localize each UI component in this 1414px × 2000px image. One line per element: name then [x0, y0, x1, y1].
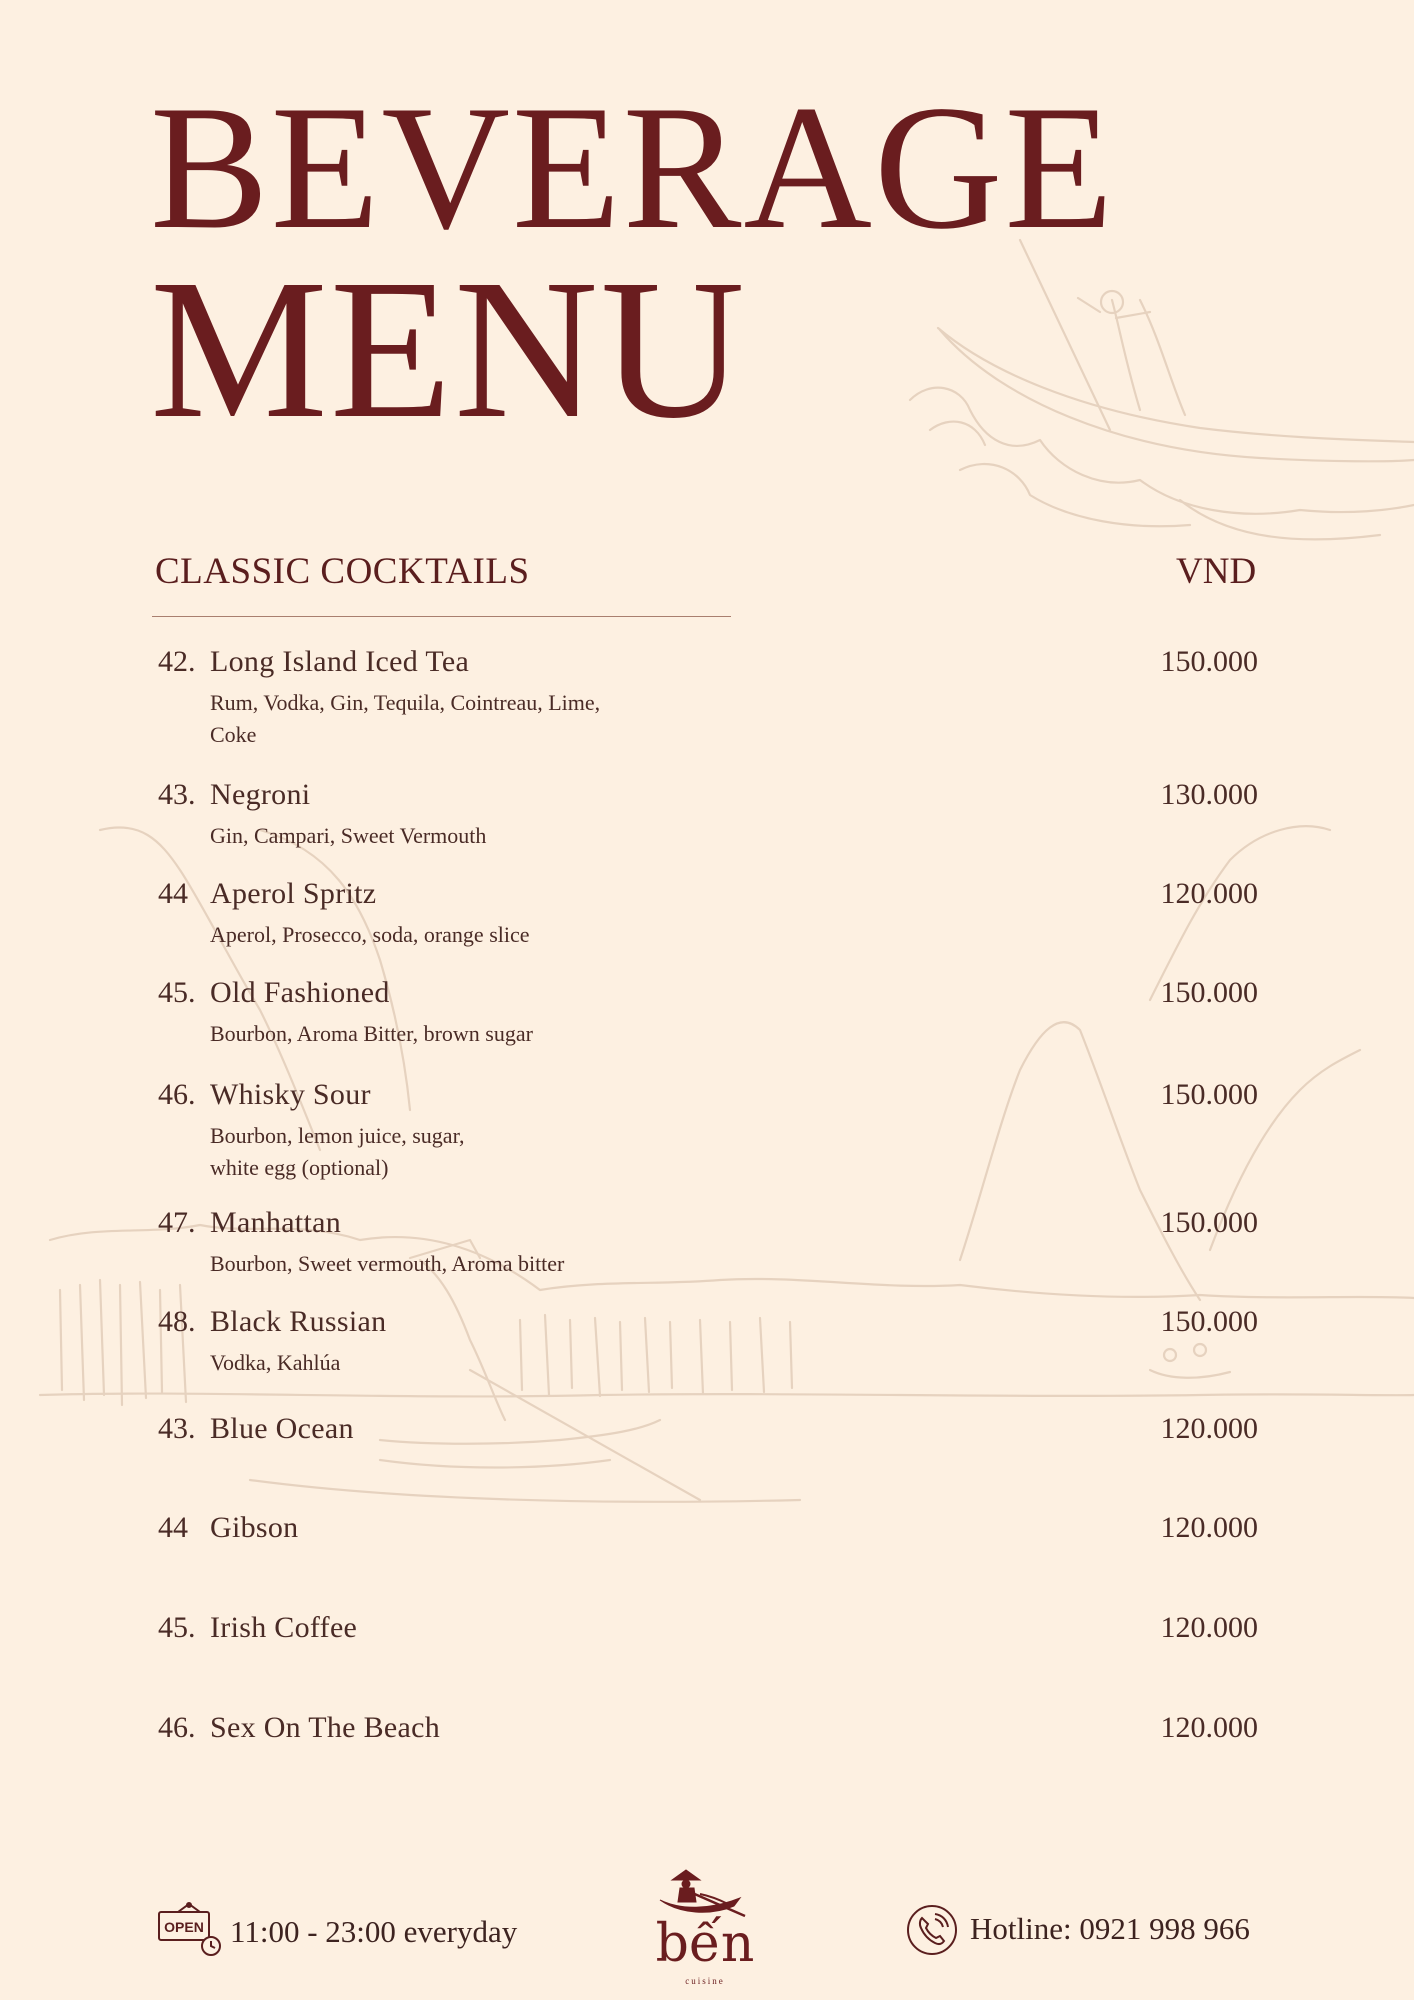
item-number: 44: [158, 877, 188, 910]
item-description-line: Vodka, Kahlúa: [210, 1350, 341, 1375]
currency-label: VND: [1176, 551, 1257, 592]
opening-hours: 11:00 - 23:00 everyday: [230, 1914, 518, 1949]
item-name: Aperol Spritz: [210, 877, 377, 910]
item-number: 46.: [158, 1078, 196, 1111]
hotline: Hotline: 0921 998 966: [970, 1911, 1250, 1946]
item-price: 150.000: [1160, 1078, 1258, 1111]
item-name: Long Island Iced Tea: [210, 645, 470, 678]
item-number: 44: [158, 1511, 188, 1544]
item-price: 130.000: [1160, 778, 1258, 811]
item-number: 48.: [158, 1305, 196, 1338]
open-sign-text: OPEN: [164, 1919, 204, 1935]
page-title-line-2: MENU: [150, 239, 747, 460]
open-sign-icon: [156, 1902, 222, 1960]
item-price: 120.000: [1160, 877, 1258, 910]
item-description-line: Rum, Vodka, Gin, Tequila, Cointreau, Lime,: [210, 690, 601, 715]
logo-subtitle: cuisine: [685, 1976, 725, 1986]
item-description: [210, 820, 730, 852]
item-price: 120.000: [1160, 1412, 1258, 1445]
item-description: [210, 687, 730, 751]
item-description-line: white egg (optional): [210, 1155, 389, 1180]
item-description: [210, 1120, 730, 1184]
section-divider: [152, 616, 731, 617]
item-description-line: Gin, Campari, Sweet Vermouth: [210, 823, 487, 848]
item-number: 45.: [158, 1611, 196, 1644]
item-name: Negroni: [210, 778, 311, 811]
item-name: Black Russian: [210, 1305, 387, 1338]
item-price: 150.000: [1160, 645, 1258, 678]
item-description-line: Bourbon, Aroma Bitter, brown sugar: [210, 1021, 533, 1046]
item-number: 42.: [158, 645, 196, 678]
item-description: [210, 919, 730, 951]
item-price: 150.000: [1160, 1206, 1258, 1239]
logo-wordmark: bến: [655, 1914, 755, 1974]
phone-icon: [905, 1903, 959, 1957]
item-price: 120.000: [1160, 1511, 1258, 1544]
item-description: [210, 1347, 730, 1379]
item-name: Manhattan: [210, 1206, 341, 1239]
item-description-line: Aperol, Prosecco, soda, orange slice: [210, 922, 530, 947]
item-number: 45.: [158, 976, 196, 1009]
item-number: 43.: [158, 778, 196, 811]
section-title: CLASSIC COCKTAILS: [155, 551, 530, 592]
item-description-line: Coke: [210, 722, 257, 747]
item-name: Whisky Sour: [210, 1078, 371, 1111]
item-name: Gibson: [210, 1511, 299, 1544]
page-title-line-1: BEVERAGE: [150, 68, 1116, 266]
item-description: [210, 1018, 730, 1050]
item-name: Blue Ocean: [210, 1412, 354, 1445]
item-price: 120.000: [1160, 1611, 1258, 1644]
item-number: 47.: [158, 1206, 196, 1239]
item-name: Old Fashioned: [210, 976, 390, 1009]
item-name: Irish Coffee: [210, 1611, 358, 1644]
item-price: 150.000: [1160, 976, 1258, 1009]
item-description-line: Bourbon, Sweet vermouth, Aroma bitter: [210, 1251, 565, 1276]
item-description-line: Bourbon, lemon juice, sugar,: [210, 1123, 465, 1148]
restaurant-logo: [650, 1866, 760, 1986]
item-number: 46.: [158, 1711, 196, 1744]
item-price: 150.000: [1160, 1305, 1258, 1338]
item-number: 43.: [158, 1412, 196, 1445]
item-name: Sex On The Beach: [210, 1711, 441, 1744]
item-price: 120.000: [1160, 1711, 1258, 1744]
item-description: [210, 1248, 730, 1280]
